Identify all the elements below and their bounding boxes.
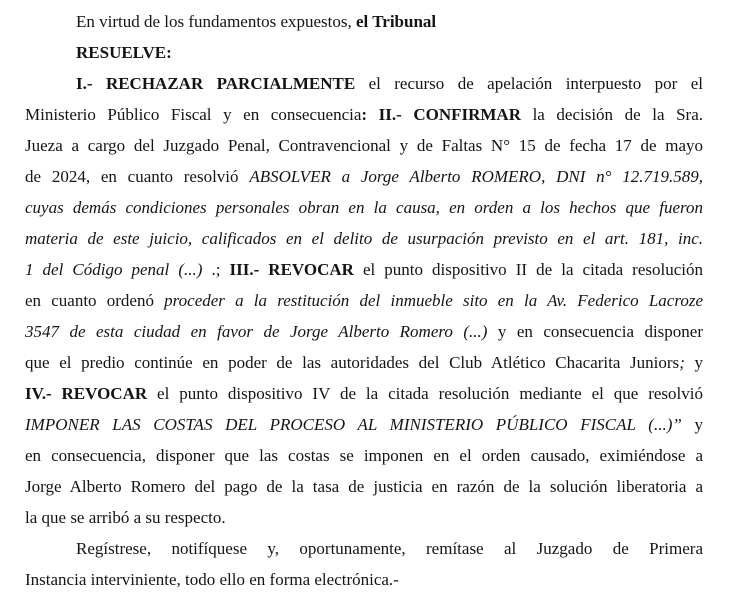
text-line [25,347,703,378]
text-line [25,564,703,595]
text-segment: Instancia interviniente, todo ello en forma electrónica.- [25,570,399,589]
text-line [25,37,703,68]
text-segment: materia de este juicio, calificados en el delito de usurpación previsto en el art. 181, inc. [25,229,703,248]
text-segment: Jorge Alberto Romero del pago de la tasa de justicia en razón de la solución liberatoria a [25,477,703,496]
text-line [25,130,703,161]
text-line [25,192,703,223]
text-segment: y en consecuencia disponer [487,322,704,341]
text-line [25,68,703,99]
text-segment: : II.- CONFIRMAR [361,105,521,124]
text-segment: Jueza a cargo del Juzgado Penal, Contravencional y de Faltas N° 15 de fecha 17 de mayo [25,136,703,155]
text-segment: de 2024, en cuanto resolvió [25,167,250,186]
text-segment: y [684,353,704,372]
text-line [25,99,703,130]
text-segment: el punto dispositivo II de la citada resolución [353,260,703,279]
text-line [25,223,703,254]
text-segment: en cuanto ordenó [25,291,165,310]
text-line [25,440,703,471]
text-line [25,285,703,316]
text-segment: ; [679,353,685,372]
text-segment: el punto dispositivo IV de la citada resolución mediante el que resolvió [147,384,703,403]
text-segment: IMPONER LAS COSTAS DEL PROCESO AL MINISTERIO PÚBLICO FISCAL (...)” [25,415,682,434]
text-segment: Ministerio Público Fiscal y en consecuencia [25,105,362,124]
text-segment: RESUELVE: [76,43,172,62]
text-segment: que el predio continúe en poder de las autoridades del Club Atlético Chacarita Juniors [25,353,680,372]
text-line [25,161,703,192]
text-line [25,409,703,440]
text-segment: III.- REVOCAR [229,260,354,279]
text-segment: I.- RECHAZAR PARCIALMENTE [76,74,356,93]
text-segment: Regístrese, notifíquese y, oportunamente, remítase al Juzgado de Primera [76,539,703,558]
text-segment: 1 del Código penal (...) [25,260,203,279]
text-line [25,378,703,409]
text-segment: ABSOLVER a Jorge Alberto ROMERO, DNI n° 12.719.589, [249,167,703,186]
text-line [25,471,703,502]
text-line [25,6,703,37]
text-segment: cuyas demás condiciones personales obran en la causa, en orden a los hechos que fueron [25,198,703,217]
text-line [25,502,703,533]
text-segment: la que se arribó a su respecto. [25,508,226,527]
text-segment: y [681,415,704,434]
text-segment: IV.- REVOCAR [25,384,148,403]
text-line [25,316,703,347]
text-line [25,254,703,285]
text-segment: la decisión de la Sra. [521,105,703,124]
text-segment: 3547 de esta ciudad en favor de Jorge Alberto Romero (...) [25,322,488,341]
text-segment: proceder a la restitución del inmueble sito en la Av. Federico Lacroze [164,291,703,310]
text-segment: En virtud de los fundamentos expuestos, [76,12,356,31]
text-segment: .; [202,260,230,279]
text-segment: en consecuencia, disponer que las costas se imponen en el orden causado, eximiéndose a [25,446,703,465]
text-segment: el Tribunal [356,12,437,31]
text-line [25,533,703,564]
text-segment: el recurso de apelación interpuesto por el [355,74,704,93]
document-body [25,6,703,595]
